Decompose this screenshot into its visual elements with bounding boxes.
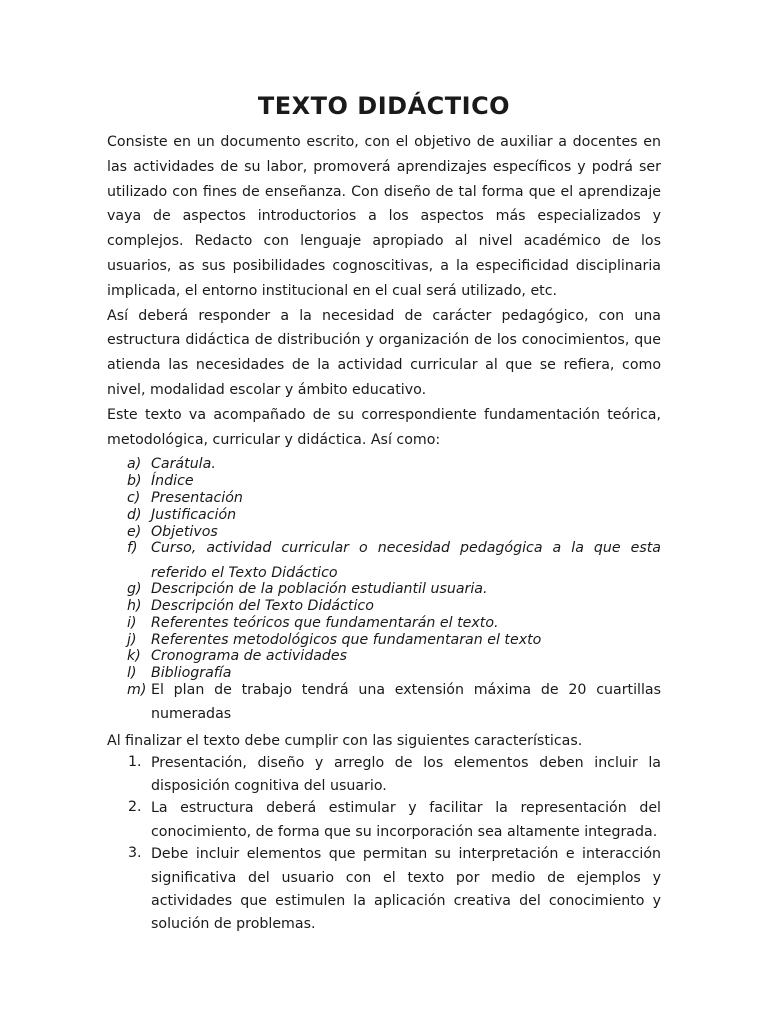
list-item: f) Curso, actividad curricular o necesidad pedagógica a la que esta referido el Texto Didáctico [127,540,661,581]
characteristics-list [107,752,661,937]
paragraph-accompaniment: Este texto va acompañado de su correspondiente fundamentación teórica, metodológica, curricular y didáctica. Así como: [107,406,661,448]
list-item: d) Justificación [127,506,237,523]
list-item: m) El plan de trabajo tendrá una extensión máxima de 20 cuartillas numeradas [127,681,661,723]
list-item: b) Índice [127,473,194,490]
list-item: g) Descripción de la población estudiantil usuaria. [127,581,488,598]
list-item: a) Carátula. [127,456,216,473]
list-item: 2. La estructura deberá estimular y facilitar la representación del conocimiento, de forma que su incorporación sea altamente integrada. [128,799,661,840]
list-item: h) Descripción del Texto Didáctico [127,597,374,614]
list-item: i) Referentes teóricos que fundamentarán el texto. [127,614,499,631]
list-item: 1. Presentación, diseño y arreglo de los elementos deben incluir la disposición cognitiva del usuario. [128,753,661,794]
paragraph-definition: Consiste en un documento escrito, con el objetivo de auxiliar a docentes en las actividades de su labor, promoverá aprendizajes específicos y podrá ser utilizado con fines de enseñanza. Con diseño de tal forma que el aprendizaje vaya de aspectos introductorios a los aspectos más especializados y complejos. Redacto con lenguaje apropiado al nivel académico de los usuarios, as sus posibilidades cognoscitivas, a la especificidad disciplinaria implicada, el entorno institucional en el cual será utilizado, etc. [107,134,661,299]
requirements-list [107,456,661,726]
list-item: j) Referentes metodológicos que fundamentaran el texto [127,631,542,648]
list-item: 3. Debe incluir elementos que permitan su interpretación e interacción significativa del usuario con el texto por medio de ejemplos y actividades que estimulen la aplicación creativa del conocimiento y solución de problemas. [128,845,661,933]
list-item: k) Cronograma de actividades [127,648,348,665]
list-item: e) Objetivos [127,523,218,540]
paragraph-closing-intro: Al finalizar el texto debe cumplir con las siguientes características. [107,732,583,749]
list-item: l) Bibliografía [127,665,232,682]
document-page [107,88,661,938]
list-item: c) Presentación [127,489,243,506]
paragraph-pedagogical-need: Así deberá responder a la necesidad de carácter pedagógico, con una estructura didáctica de distribución y organización de los conocimientos, que atienda las necesidades de la actividad curricular al que se refiera, como nivel, modalidad escolar y ámbito educativo. [107,307,661,398]
document-title: TEXTO DIDÁCTICO [257,92,511,120]
